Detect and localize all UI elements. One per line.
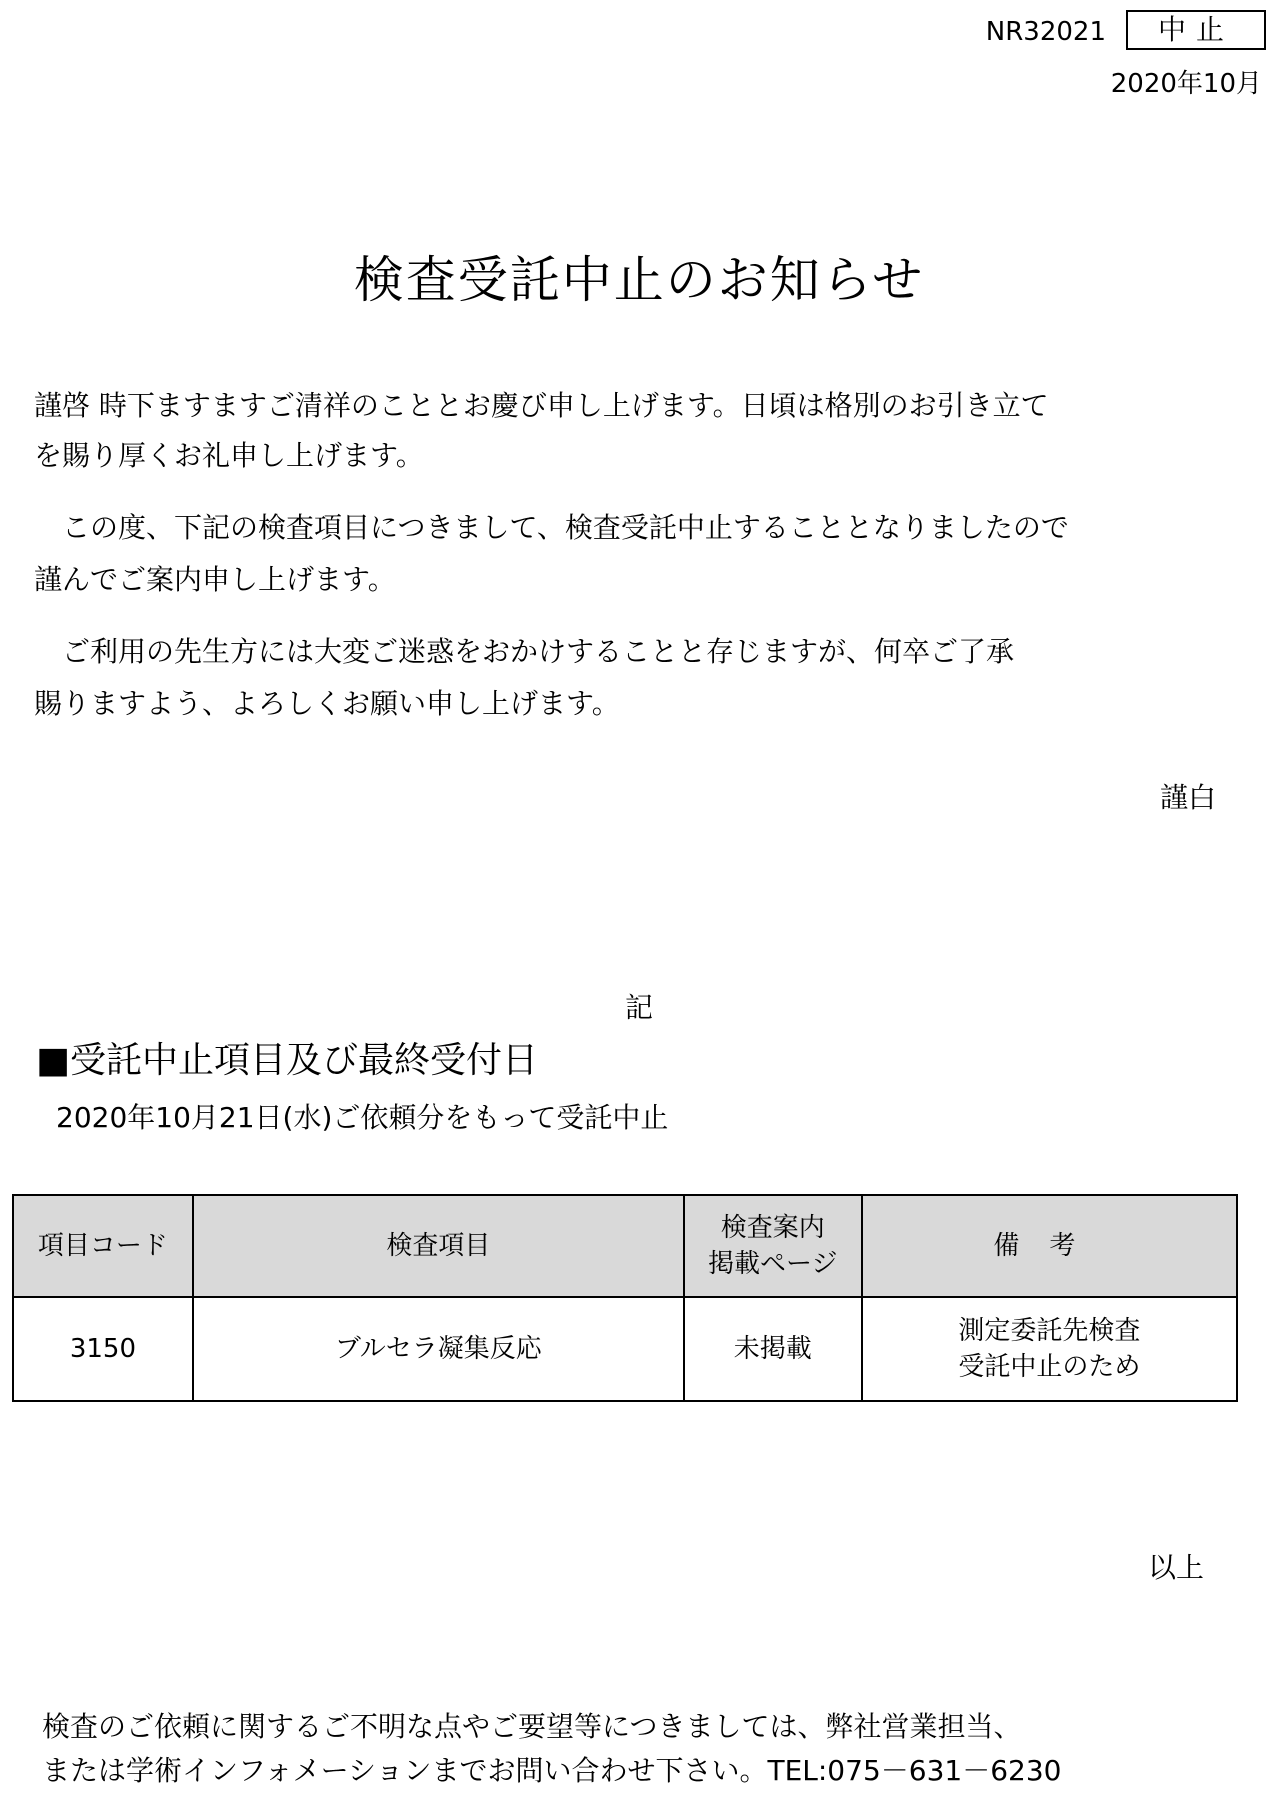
cell-remarks-line2: 受託中止のため <box>958 1352 1141 1382</box>
footer-line: 検査のご依頼に関するご不明な点やご要望等につきましては、弊社営業担当、 <box>42 1710 1022 1743</box>
body-paragraph-line: を賜り厚くお礼申し上げます。 <box>34 439 424 472</box>
cell-remarks-line1: 測定委託先検査 <box>958 1316 1141 1346</box>
body-paragraph-line: 賜りますよう、よろしくお願い申し上げます。 <box>34 687 620 720</box>
section-subtext: 2020年10月21日(水)ご依頼分をもって受託中止 <box>56 1101 669 1134</box>
ki-marker: 記 <box>624 991 653 1024</box>
document-date: 2020年10月 <box>1110 69 1262 99</box>
cell-page: 未掲載 <box>684 1297 862 1401</box>
footer-contact-line: または学術インフォメーションまでお問い合わせ下さい。TEL:075－631－6230 <box>42 1754 1062 1787</box>
document-code: NR32021 <box>985 17 1106 47</box>
header-item: 検査項目 <box>193 1195 684 1297</box>
cell-item: ブルセラ凝集反応 <box>193 1297 684 1401</box>
header-page-line1: 検査案内 <box>720 1213 825 1243</box>
status-badge: 中止 <box>1126 10 1266 50</box>
cell-code: 3150 <box>13 1297 193 1401</box>
page-title: 検査受託中止のお知らせ <box>353 251 925 309</box>
body-paragraph-line: 謹んでご案内申し上げます。 <box>34 563 396 596</box>
header-remarks: 備考 <box>862 1195 1237 1297</box>
header-code: 項目コード <box>13 1195 193 1297</box>
body-paragraph-line: この度、下記の検査項目につきまして、検査受託中止することとなりましたので <box>34 511 1069 544</box>
body-paragraph-line: ご利用の先生方には大変ご迷惑をおかけすることと存じますが、何卒ご了承 <box>34 635 1015 668</box>
section-heading: ■受託中止項目及び最終受付日 <box>36 1040 539 1081</box>
table-header-row <box>13 1195 1237 1297</box>
body-paragraph-line: 謹啓 時下ますますご清祥のこととお慶び申し上げます。日頃は格別のお引き立て <box>34 389 1049 422</box>
suspended-items-table <box>12 1194 1238 1402</box>
ending-mark: 以上 <box>1147 1551 1204 1584</box>
cell-remarks <box>862 1297 1237 1401</box>
closing-phrase: 謹白 <box>1159 781 1216 814</box>
header-page-line2: 掲載ページ <box>707 1249 838 1279</box>
header-page <box>684 1195 862 1297</box>
table-row <box>13 1297 1237 1401</box>
